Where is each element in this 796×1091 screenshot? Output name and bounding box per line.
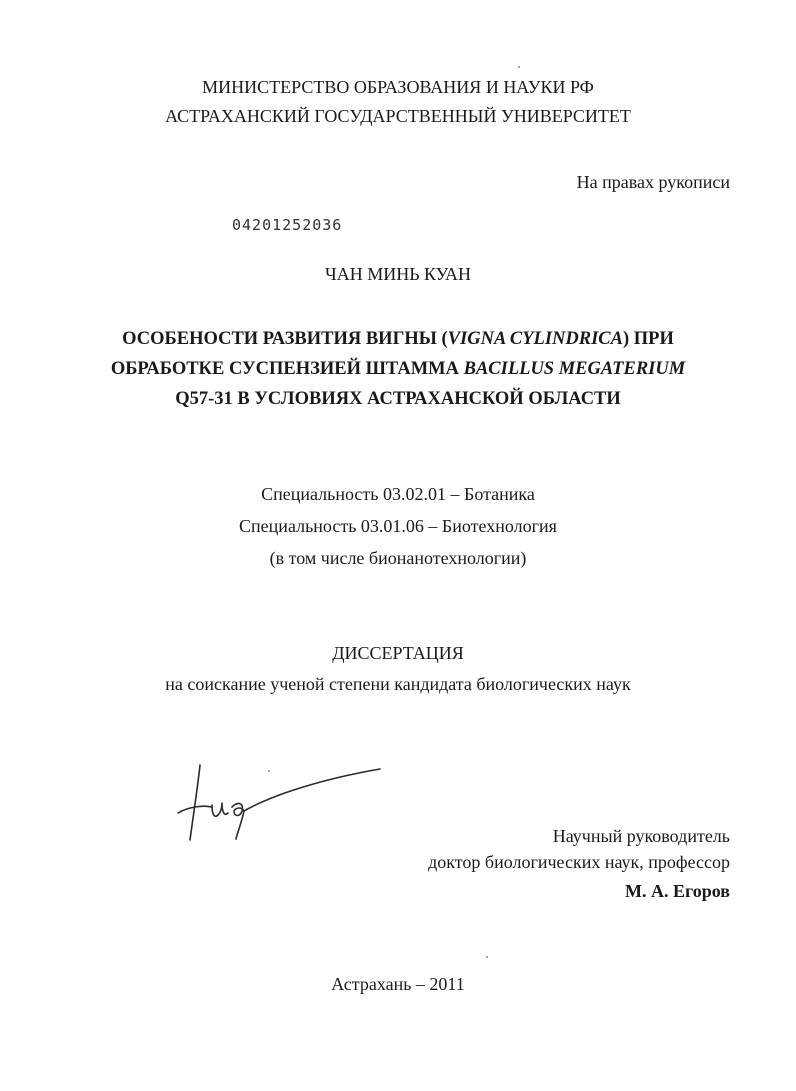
title-line-1-start: ОСОБЕНОСТИ РАЗВИТИЯ ВИГНЫ ( bbox=[122, 329, 448, 349]
specialty-biotech: Специальность 03.01.06 – Биотехнология bbox=[239, 516, 557, 536]
title-line-2-start: ОБРАБОТКЕ СУСПЕНЗИЕЙ ШТАММА bbox=[110, 359, 464, 379]
catalog-number: 04201252036 bbox=[232, 216, 343, 234]
university-heading: АСТРАХАНСКИЙ ГОСУДАРСТВЕННЫЙ УНИВЕРСИТЕТ bbox=[165, 106, 631, 126]
supervisor-role: Научный руководитель bbox=[552, 826, 730, 846]
speck bbox=[486, 956, 488, 958]
dissertation-purpose: на соискание ученой степени кандидата биологических наук bbox=[165, 674, 631, 694]
speck bbox=[518, 66, 520, 68]
title-species-name: VIGNA CYLINDRICA bbox=[447, 329, 623, 349]
title-line-1 bbox=[0, 327, 796, 351]
title-strain-name: BACILLUS MEGATERIUM bbox=[463, 359, 686, 379]
specialty-botany: Специальность 03.02.01 – Ботаника bbox=[261, 484, 535, 504]
author-name: ЧАН МИНЬ КУАН bbox=[325, 264, 471, 284]
dissertation-label: ДИССЕРТАЦИЯ bbox=[332, 643, 464, 663]
supervisor-name: М. А. Егоров bbox=[624, 881, 730, 901]
rights-note: На правах рукописи bbox=[576, 172, 730, 192]
specialty-biotech-note: (в том числе бионанотехнологии) bbox=[269, 548, 527, 568]
title-line-2 bbox=[0, 357, 796, 381]
place-year: Астрахань – 2011 bbox=[331, 974, 465, 994]
title-line-1-end: ) ПРИ bbox=[622, 329, 674, 349]
signature-icon bbox=[172, 755, 392, 850]
ministry-heading: МИНИСТЕРСТВО ОБРАЗОВАНИЯ И НАУКИ РФ bbox=[202, 77, 594, 97]
title-line-3: Q57-31 В УСЛОВИЯХ АСТРАХАНСКОЙ ОБЛАСТИ bbox=[175, 389, 621, 409]
supervisor-degree: доктор биологических наук, профессор bbox=[428, 852, 730, 872]
speck bbox=[268, 770, 270, 772]
